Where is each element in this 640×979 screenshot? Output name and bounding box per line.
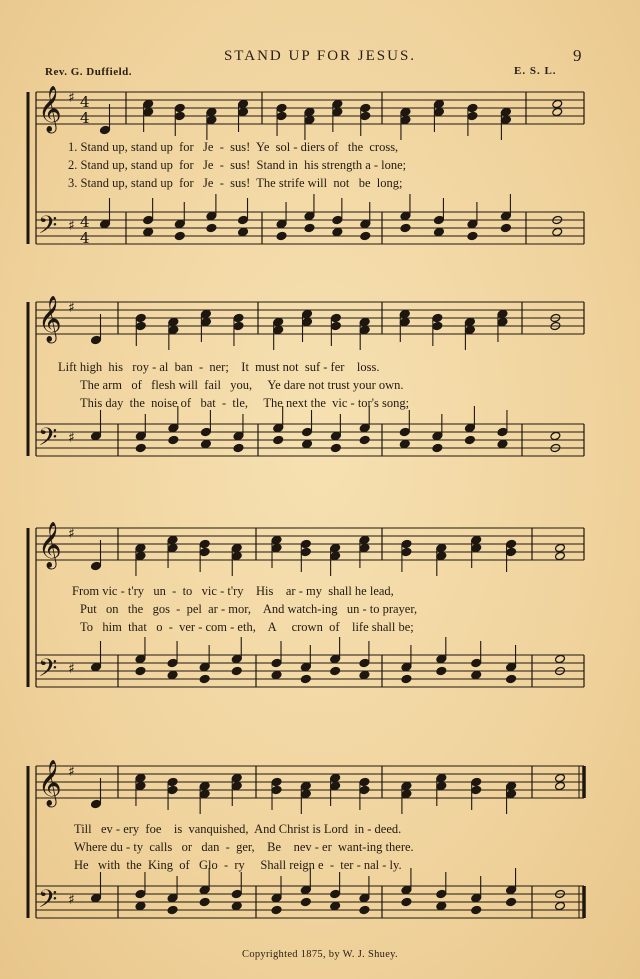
note-head [552, 227, 563, 236]
note-head [330, 654, 341, 663]
note-head [206, 115, 217, 124]
note-head [135, 773, 146, 782]
note-head [433, 227, 444, 236]
note-head [436, 781, 447, 790]
note-head [143, 99, 154, 108]
treble-clef-icon: 𝄞 [38, 86, 62, 132]
note-head [135, 443, 146, 452]
note-head [300, 885, 311, 894]
bass-clef-icon: 𝄢 [38, 211, 58, 246]
note-head [271, 785, 282, 794]
note-head [433, 107, 444, 116]
note-head [471, 658, 482, 667]
note-head [199, 674, 210, 683]
note-head [500, 107, 511, 116]
hymn-title: STAND UP FOR JESUS. [223, 48, 417, 64]
lyric-line: To him that o - ver - com - eth, A crown of life shall be; [80, 620, 414, 634]
note-head [432, 431, 443, 440]
note-head [135, 901, 146, 910]
note-head [135, 551, 146, 560]
lyric-line: 2. Stand up, stand up for Je - sus! Stand in his strength a - lone; [68, 158, 407, 172]
time-signature-denominator: 4 [80, 109, 90, 127]
note-head [360, 231, 371, 240]
note-head [400, 211, 411, 220]
note-head [506, 789, 517, 798]
time-signature-numerator: 4 [80, 93, 90, 111]
note-head [168, 317, 179, 326]
note-head [359, 658, 370, 667]
note-head [506, 781, 517, 790]
note-head [555, 654, 566, 663]
note-head [200, 309, 211, 318]
note-head [238, 107, 249, 116]
note-head [500, 211, 511, 220]
note-head [436, 551, 447, 560]
note-head [271, 893, 282, 902]
note-head [506, 539, 517, 548]
note-head [168, 435, 179, 444]
note-head [143, 107, 154, 116]
lyric-line: This day the noise of bat - tle, The next the vic - tor's song; [80, 396, 410, 410]
note-head [91, 893, 102, 902]
note-head [200, 427, 211, 436]
note-head [238, 227, 249, 236]
composer-credit: E. S. L. [514, 65, 557, 77]
note-head [401, 897, 412, 906]
note-head [400, 107, 411, 116]
sharp-icon: ♯ [68, 218, 75, 234]
note-head [432, 321, 443, 330]
note-head [167, 777, 178, 786]
note-head [433, 99, 444, 108]
note-head [555, 781, 566, 790]
note-head [359, 535, 370, 544]
note-head [231, 654, 242, 663]
note-head [168, 423, 179, 432]
note-head [199, 547, 210, 556]
lyric-line: From vic - t'ry un - to vic - t'ry His ar - my shall he lead, [72, 584, 394, 598]
note-head [273, 423, 284, 432]
treble-clef-icon: 𝄞 [38, 296, 62, 342]
lyric-line: 1. Stand up, stand up for Je - sus! Ye sol - diers of the cross, [68, 140, 399, 154]
lyric-line: Put on the gos - pel ar - mor, And watch-ing un - to prayer, [80, 602, 418, 616]
note-head [304, 223, 315, 232]
note-head [273, 435, 284, 444]
note-head [330, 543, 341, 552]
note-head [233, 321, 244, 330]
note-head [359, 785, 370, 794]
note-head [359, 435, 370, 444]
note-head [276, 219, 287, 228]
note-head [231, 551, 242, 560]
note-head [271, 777, 282, 786]
note-head [359, 317, 370, 326]
note-head [359, 325, 370, 334]
note-head [300, 539, 311, 548]
note-head [330, 431, 341, 440]
note-head [231, 543, 242, 552]
note-head [471, 893, 482, 902]
note-head [399, 439, 410, 448]
note-head [302, 309, 313, 318]
note-head [330, 773, 341, 782]
note-head [233, 443, 244, 452]
sharp-icon: ♯ [68, 661, 75, 677]
note-head [271, 670, 282, 679]
note-head [100, 219, 111, 228]
note-head [302, 439, 313, 448]
note-head [167, 670, 178, 679]
note-head [135, 781, 146, 790]
note-head [231, 773, 242, 782]
note-head [302, 317, 313, 326]
note-head [143, 227, 154, 236]
note-head [206, 107, 217, 116]
note-head [359, 423, 370, 432]
note-head [135, 321, 146, 330]
note-head [332, 99, 343, 108]
note-head [436, 773, 447, 782]
sharp-icon: ♯ [68, 764, 75, 780]
note-head [552, 99, 563, 108]
lyric-line: He with the King of Glo - ry Shall reign e - ter - nal - ly. [74, 858, 402, 872]
note-head [360, 103, 371, 112]
note-head [332, 227, 343, 236]
note-head [231, 666, 242, 675]
note-head [174, 231, 185, 240]
note-head [552, 107, 563, 116]
note-head [167, 543, 178, 552]
sharp-icon: ♯ [68, 526, 75, 542]
lyric-line: Lift high his roy - al ban - ner; It must not suf - fer loss. [58, 360, 380, 374]
note-head [399, 317, 410, 326]
note-head [174, 219, 185, 228]
note-head [497, 439, 508, 448]
note-head [330, 321, 341, 330]
note-head [550, 431, 561, 440]
note-head [555, 543, 566, 552]
note-head [359, 893, 370, 902]
note-head [464, 325, 475, 334]
note-head [233, 313, 244, 322]
note-head [399, 309, 410, 318]
note-head [304, 115, 315, 124]
note-head [471, 905, 482, 914]
bass-clef-icon: 𝄢 [38, 885, 58, 920]
note-head [471, 670, 482, 679]
note-head [432, 313, 443, 322]
note-head [330, 781, 341, 790]
note-head [300, 662, 311, 671]
note-head [401, 539, 412, 548]
note-head [332, 107, 343, 116]
note-head [167, 893, 178, 902]
note-head [206, 211, 217, 220]
note-head [276, 111, 287, 120]
note-head [467, 219, 478, 228]
note-head [330, 666, 341, 675]
note-head [471, 535, 482, 544]
note-head [436, 666, 447, 675]
note-head [506, 674, 517, 683]
note-head [401, 789, 412, 798]
note-head [399, 427, 410, 436]
note-head [300, 674, 311, 683]
time-signature-denominator: 4 [80, 229, 90, 247]
note-head [238, 99, 249, 108]
note-head [467, 103, 478, 112]
note-head [271, 535, 282, 544]
page-number: 9 [573, 46, 582, 65]
lyric-line: 3. Stand up, stand up for Je - sus! The strife will not be long; [68, 176, 403, 190]
note-head [199, 885, 210, 894]
note-head [206, 223, 217, 232]
note-head [167, 785, 178, 794]
note-head [91, 799, 102, 808]
note-head [506, 547, 517, 556]
note-head [300, 547, 311, 556]
note-head [471, 785, 482, 794]
note-head [497, 317, 508, 326]
note-head [143, 215, 154, 224]
note-head [471, 777, 482, 786]
note-head [91, 335, 102, 344]
note-head [467, 111, 478, 120]
note-head [135, 543, 146, 552]
note-head [199, 539, 210, 548]
time-signature-numerator: 4 [80, 213, 90, 231]
note-head [91, 431, 102, 440]
note-head [555, 551, 566, 560]
note-head [467, 231, 478, 240]
note-head [330, 901, 341, 910]
note-head [500, 115, 511, 124]
note-head [359, 670, 370, 679]
copyright-notice: Copyrighted 1875, by W. J. Shuey. [242, 949, 398, 960]
note-head [436, 654, 447, 663]
treble-clef-icon: 𝄞 [38, 522, 62, 568]
note-head [401, 547, 412, 556]
note-head [174, 111, 185, 120]
note-head [276, 103, 287, 112]
note-head [555, 773, 566, 782]
note-head [276, 231, 287, 240]
note-head [91, 662, 102, 671]
note-head [432, 443, 443, 452]
note-head [200, 317, 211, 326]
note-head [271, 905, 282, 914]
note-head [433, 215, 444, 224]
note-head [497, 427, 508, 436]
note-head [330, 551, 341, 560]
note-head [304, 211, 315, 220]
bass-clef-icon: 𝄢 [38, 654, 58, 689]
note-head [300, 781, 311, 790]
note-head [273, 317, 284, 326]
note-head [199, 897, 210, 906]
note-head [271, 658, 282, 667]
note-head [401, 781, 412, 790]
note-head [360, 219, 371, 228]
treble-clef-icon: 𝄞 [38, 760, 62, 806]
note-head [200, 439, 211, 448]
note-head [167, 658, 178, 667]
note-head [497, 309, 508, 318]
note-head [199, 662, 210, 671]
sharp-icon: ♯ [68, 300, 75, 316]
note-head [91, 561, 102, 570]
note-head [273, 325, 284, 334]
note-head [464, 423, 475, 432]
note-head [330, 313, 341, 322]
note-head [436, 543, 447, 552]
note-head [231, 889, 242, 898]
lyricist-credit: Rev. G. Duffield. [45, 66, 133, 78]
note-head [199, 781, 210, 790]
note-head [330, 889, 341, 898]
lyric-line: Where du - ty calls or dan - ger, Be nev - er want-ing there. [74, 840, 414, 854]
lyric-line: Till ev - ery foe is vanquished, And Christ is Lord in - deed. [74, 822, 402, 836]
note-head [174, 103, 185, 112]
note-head [506, 662, 517, 671]
note-head [167, 535, 178, 544]
note-head [238, 215, 249, 224]
bass-clef-icon: 𝄢 [38, 423, 58, 458]
sharp-icon: ♯ [68, 90, 75, 106]
note-head [233, 431, 244, 440]
note-head [231, 781, 242, 790]
note-head [359, 543, 370, 552]
note-head [500, 223, 511, 232]
note-head [100, 125, 111, 134]
note-head [506, 885, 517, 894]
note-head [400, 115, 411, 124]
note-head [401, 662, 412, 671]
note-head [464, 317, 475, 326]
note-head [135, 654, 146, 663]
note-head [168, 325, 179, 334]
note-head [506, 897, 517, 906]
note-head [231, 901, 242, 910]
note-head [302, 427, 313, 436]
note-head [135, 889, 146, 898]
note-head [436, 901, 447, 910]
note-head [300, 897, 311, 906]
note-head [135, 431, 146, 440]
note-head [199, 789, 210, 798]
note-head [436, 889, 447, 898]
note-head [330, 443, 341, 452]
note-head [464, 435, 475, 444]
note-head [135, 313, 146, 322]
note-head [401, 674, 412, 683]
note-head [332, 215, 343, 224]
note-head [400, 223, 411, 232]
note-head [471, 543, 482, 552]
note-head [555, 901, 566, 910]
note-head [359, 777, 370, 786]
sharp-icon: ♯ [68, 892, 75, 908]
sharp-icon: ♯ [68, 430, 75, 446]
note-head [360, 111, 371, 120]
note-head [167, 905, 178, 914]
note-head [135, 666, 146, 675]
note-head [401, 885, 412, 894]
note-head [271, 543, 282, 552]
lyric-line: The arm of flesh will fail you, Ye dare not trust your own. [80, 378, 404, 392]
note-head [359, 905, 370, 914]
note-head [300, 789, 311, 798]
note-head [304, 107, 315, 116]
